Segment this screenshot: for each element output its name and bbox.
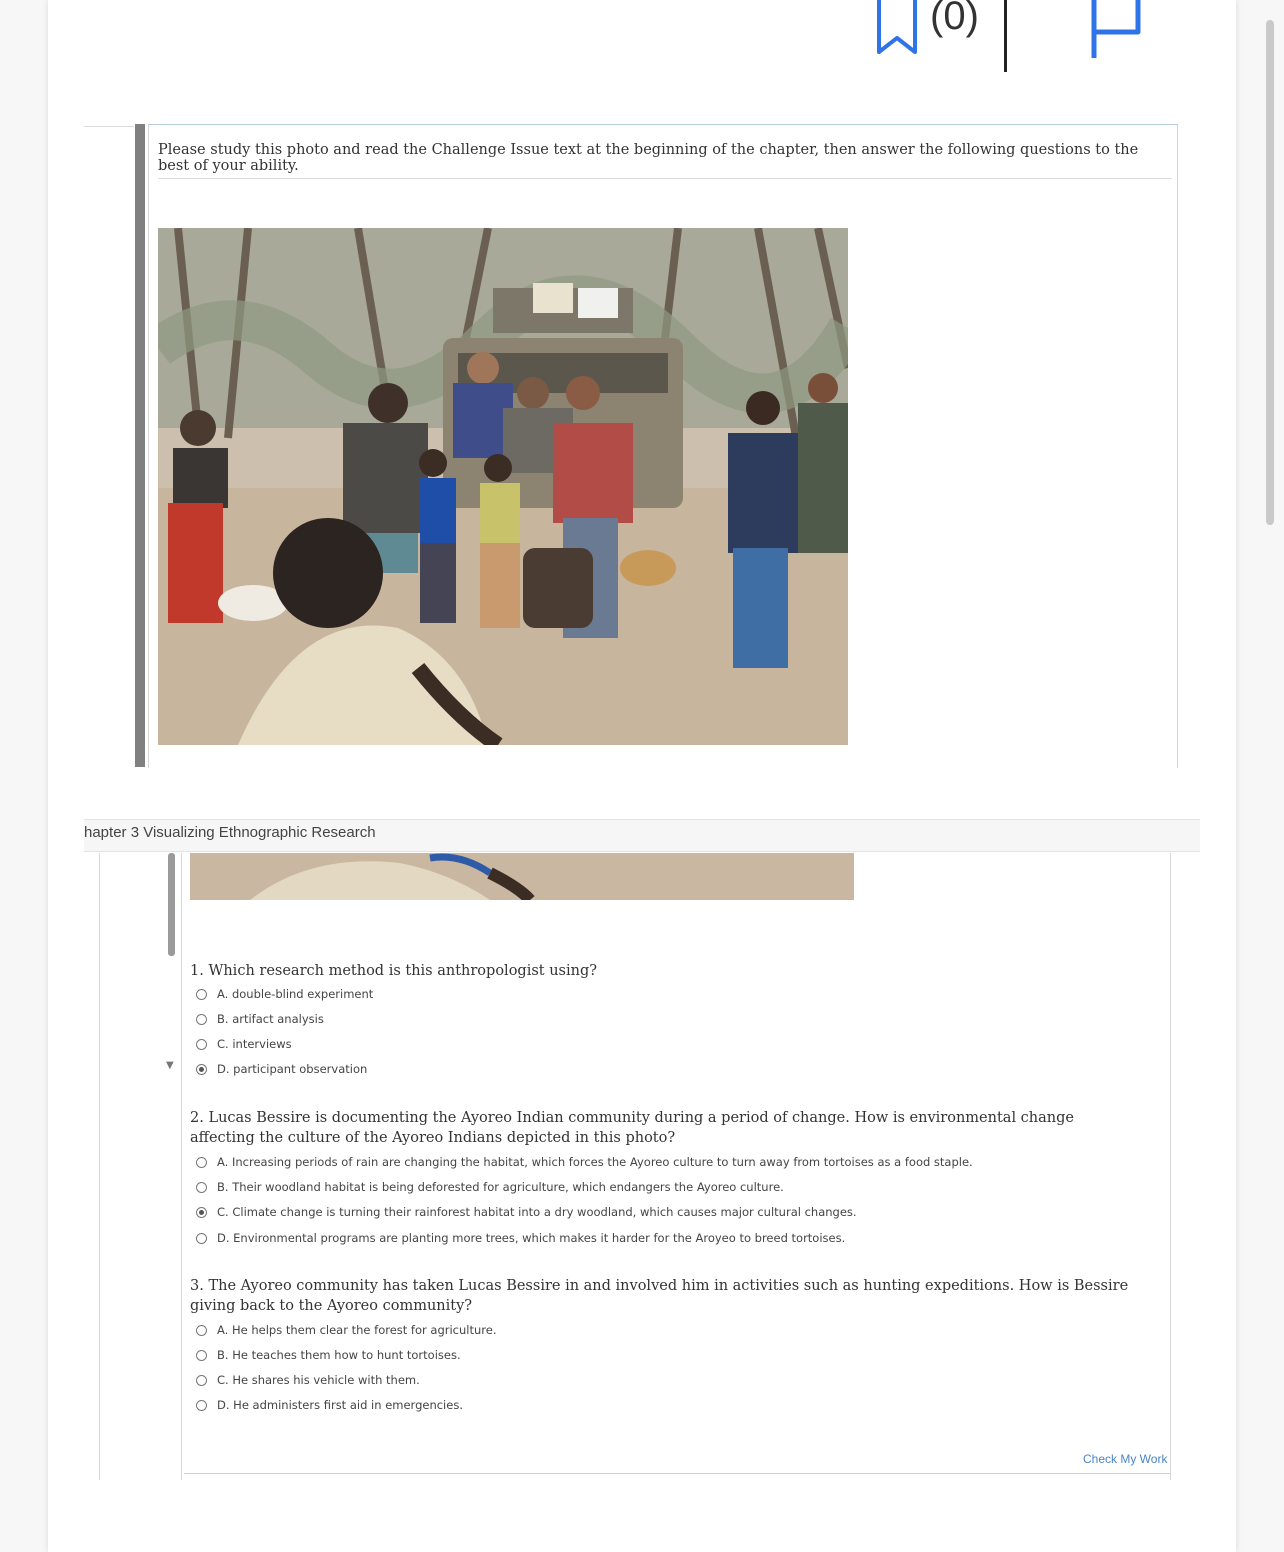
option-label: B. He teaches them how to hunt tortoises. — [217, 1348, 461, 1362]
option-label: B. artifact analysis — [217, 1012, 324, 1026]
question-3-option-a[interactable] — [196, 1321, 496, 1339]
option-label: C. interviews — [217, 1037, 292, 1051]
question-3-option-b[interactable] — [196, 1346, 461, 1364]
question-3-text: 3. The Ayoreo community has taken Lucas Bessire in and involved him in activities such as hunting expeditions. How is Bessire giving back to the Ayoreo community? — [190, 1278, 1129, 1314]
intro-text: Please study this photo and read the Challenge Issue text at the beginning of the chapter, then answer the following questions to the best of your ability. — [158, 142, 1139, 174]
radio-button[interactable] — [196, 1400, 207, 1411]
check-my-work-button[interactable]: Check My Work — [1083, 1452, 1168, 1466]
radio-button[interactable] — [196, 1182, 207, 1193]
question-3-option-c[interactable] — [196, 1371, 420, 1389]
radio-button[interactable] — [196, 1039, 207, 1050]
radio-button[interactable] — [196, 1157, 207, 1168]
radio-button[interactable] — [196, 989, 207, 1000]
radio-button[interactable] — [196, 1375, 207, 1386]
question-1-option-a[interactable] — [196, 985, 373, 1003]
scroll-down-icon[interactable]: ▼ — [166, 1060, 174, 1071]
question-2-option-c[interactable] — [196, 1203, 857, 1221]
divider — [99, 853, 100, 1480]
radio-button[interactable] — [196, 1014, 207, 1025]
ethnography-photo — [158, 228, 848, 745]
bookmark-count: (0) — [930, 0, 979, 38]
radio-button[interactable] — [196, 1325, 207, 1336]
radio-button[interactable] — [196, 1350, 207, 1361]
ethnography-photo-bottom-strip — [190, 853, 854, 900]
option-label: D. Environmental programs are planting more trees, which makes it harder for the Aroyeo to breed tortoises. — [217, 1231, 846, 1245]
flag-icon[interactable] — [1090, 0, 1144, 58]
option-label: C. He shares his vehicle with them. — [217, 1373, 420, 1387]
question-2-text: 2. Lucas Bessire is documenting the Ayoreo Indian community during a period of change. How is environmental change affecting the culture of the Ayoreo Indians depicted in this photo? — [190, 1110, 1074, 1146]
radio-button[interactable] — [196, 1233, 207, 1244]
question-3-option-d[interactable] — [196, 1396, 463, 1414]
option-label: D. He administers first aid in emergencies. — [217, 1398, 463, 1412]
question-1-text: 1. Which research method is this anthropologist using? — [190, 963, 598, 979]
toolbar-divider — [1004, 0, 1007, 72]
question-1-option-d[interactable] — [196, 1060, 367, 1078]
block-indicator-bar — [135, 124, 145, 767]
option-label: A. He helps them clear the forest for agriculture. — [217, 1323, 497, 1337]
question-2-option-a[interactable] — [196, 1153, 973, 1171]
question-1-option-b[interactable] — [196, 1010, 324, 1028]
divider — [84, 126, 134, 127]
divider — [184, 1473, 1170, 1474]
option-label: A. Increasing periods of rain are changing the habitat, which forces the Ayoreo culture to turn away from tortoises as a food staple. — [217, 1155, 973, 1169]
question-2-option-b[interactable] — [196, 1178, 784, 1196]
option-label: A. double-blind experiment — [217, 987, 374, 1001]
divider — [158, 178, 1172, 179]
bookmark-icon[interactable] — [876, 0, 918, 56]
radio-button-selected[interactable] — [196, 1064, 207, 1075]
page-scrollbar[interactable] — [1266, 20, 1274, 525]
option-label: C. Climate change is turning their rainforest habitat into a dry woodland, which causes major cultural changes. — [217, 1205, 857, 1219]
section-title: hapter 3 Visualizing Ethnographic Research — [84, 824, 376, 841]
option-label: D. participant observation — [217, 1062, 368, 1076]
question-2-option-d[interactable] — [196, 1229, 845, 1247]
radio-button-selected[interactable] — [196, 1207, 207, 1218]
question-1-option-c[interactable] — [196, 1035, 292, 1053]
option-label: B. Their woodland habitat is being deforested for agriculture, which endangers the Ayoreo culture. — [217, 1180, 784, 1194]
inner-scrollbar-thumb[interactable] — [168, 853, 175, 956]
